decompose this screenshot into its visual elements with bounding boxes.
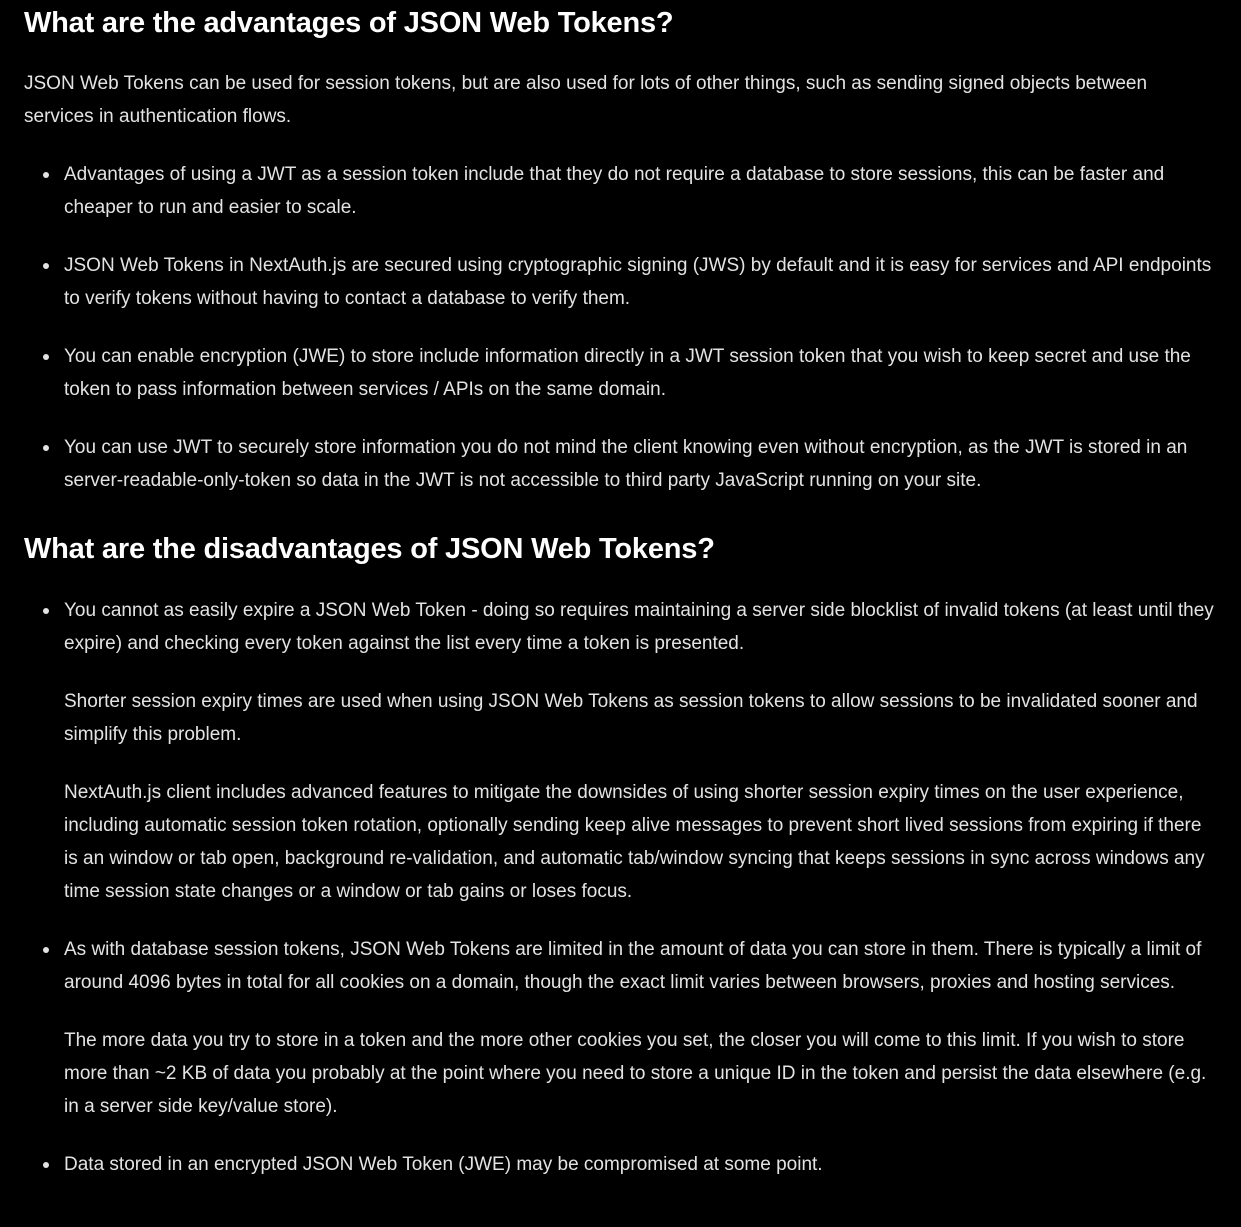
bullet-icon (43, 1162, 49, 1168)
advantages-list-item (24, 340, 1217, 406)
disadvantages-paragraph: The more data you try to store in a token and the more other cookies you set, the closer you will come to this limit. If you wish to store more than ~2 KB of data you probably at the point where you need to store a unique ID in the token and persist the data elsewhere (e.g. in a server side key/value store). (64, 1030, 1207, 1117)
disadvantages-list-item (24, 594, 1217, 908)
bullet-icon (43, 354, 49, 360)
advantages-list-item (24, 431, 1217, 497)
advantages-list-item (24, 249, 1217, 315)
bullet-icon (43, 445, 49, 451)
advantages-heading: What are the advantages of JSON Web Tokens? (24, 7, 674, 39)
bullet-icon (43, 947, 49, 953)
disadvantages-paragraph: You cannot as easily expire a JSON Web Token - doing so requires maintaining a server side blocklist of invalid tokens (at least until they expire) and checking every token against the list every time a token is presented. (64, 600, 1214, 654)
disadvantages-list (24, 594, 1217, 1181)
advantages-item-text: JSON Web Tokens in NextAuth.js are secured using cryptographic signing (JWS) by default and it is easy for services and API endpoints to verify tokens without having to contact a database to verify them. (64, 255, 1212, 309)
disadvantages-list-item (24, 1148, 1217, 1181)
bullet-icon (43, 172, 49, 178)
bullet-icon (43, 608, 49, 614)
advantages-list (24, 158, 1217, 497)
disadvantages-paragraph: Data stored in an encrypted JSON Web Token (JWE) may be compromised at some point. (64, 1154, 823, 1175)
disadvantages-heading: What are the disadvantages of JSON Web Tokens? (24, 533, 715, 565)
advantages-list-item (24, 158, 1217, 224)
disadvantages-list-item (24, 933, 1217, 1123)
bullet-icon (43, 263, 49, 269)
disadvantages-paragraph: As with database session tokens, JSON Web Tokens are limited in the amount of data you can store in them. There is typically a limit of around 4096 bytes in total for all cookies on a domain, though the exact limit varies between browsers, proxies and hosting services. (64, 939, 1202, 993)
advantages-item-text: You can use JWT to securely store information you do not mind the client knowing even without encryption, as the JWT is stored in an server-readable-only-token so data in the JWT is not accessible to third party JavaScript running on your site. (64, 437, 1188, 491)
disadvantages-paragraph: NextAuth.js client includes advanced features to mitigate the downsides of using shorter session expiry times on the user experience, including automatic session token rotation, optionally sending keep alive messages to prevent short lived sessions from expiring if there is an window or tab open, background re-validation, and automatic tab/window syncing that keeps sessions in sync across windows any time session state changes or a window or tab gains or loses focus. (64, 782, 1205, 902)
advantages-intro: JSON Web Tokens can be used for session tokens, but are also used for lots of other things, such as sending signed objects between services in authentication flows. (24, 73, 1148, 127)
disadvantages-paragraph: Shorter session expiry times are used when using JSON Web Tokens as session tokens to allow sessions to be invalidated sooner and simplify this problem. (64, 691, 1198, 745)
advantages-item-text: You can enable encryption (JWE) to store include information directly in a JWT session token that you wish to keep secret and use the token to pass information between services / APIs on the same domain. (64, 346, 1191, 400)
advantages-item-text: Advantages of using a JWT as a session token include that they do not require a database to store sessions, this can be faster and cheaper to run and easier to scale. (64, 164, 1165, 218)
